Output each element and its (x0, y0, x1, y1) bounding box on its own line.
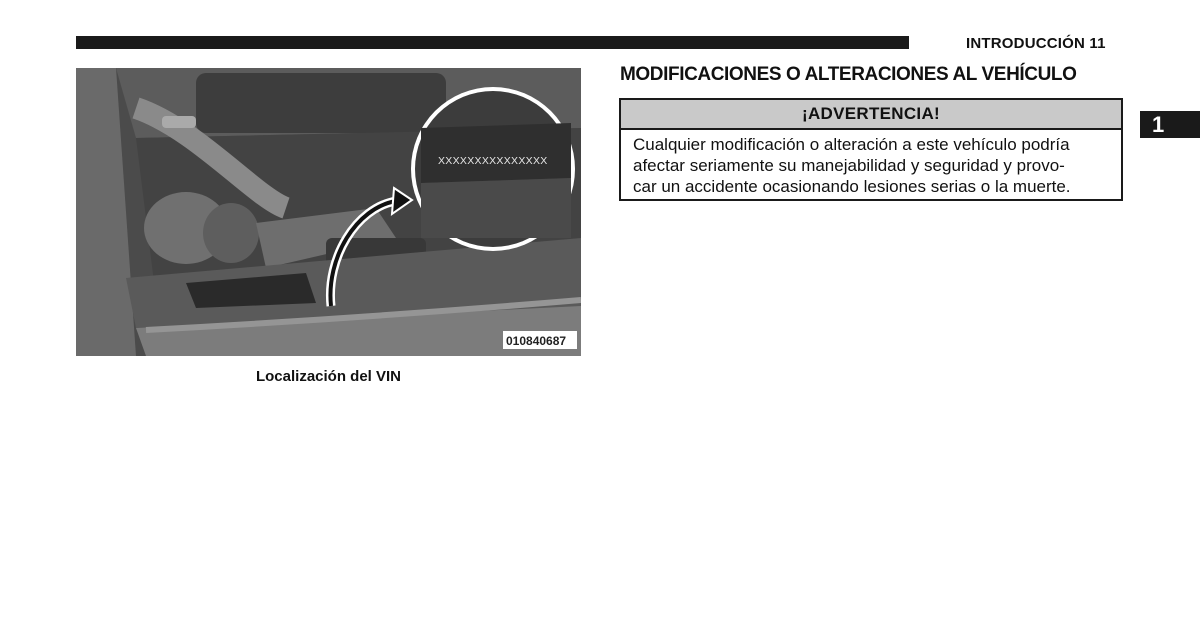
figure-caption: Localización del VIN (255, 368, 402, 385)
vin-location-illustration (76, 68, 581, 356)
vin-number-label: XXXXXXXXXXXXXXX (438, 155, 548, 167)
section-title: MODIFICACIONES O ALTERACIONES AL VEHÍCULO (620, 64, 1077, 85)
warning-box (619, 98, 1123, 201)
figure-code: 010840687 (506, 334, 567, 348)
vin-location-photo (76, 68, 581, 356)
warning-line: car un accidente ocasionando lesiones serias o la muerte. (633, 177, 1071, 196)
warning-line: afectar seriamente su manejabilidad y seguridad y provo- (633, 156, 1065, 175)
chapter-tab: 1 (1140, 111, 1200, 138)
warning-text (621, 130, 1121, 197)
header-rule (76, 36, 909, 49)
warning-line: Cualquier modificación o alteración a este vehículo podría (633, 135, 1070, 154)
warning-heading: ¡ADVERTENCIA! (621, 100, 1121, 130)
running-header: INTRODUCCIÓN 11 (966, 35, 1106, 52)
